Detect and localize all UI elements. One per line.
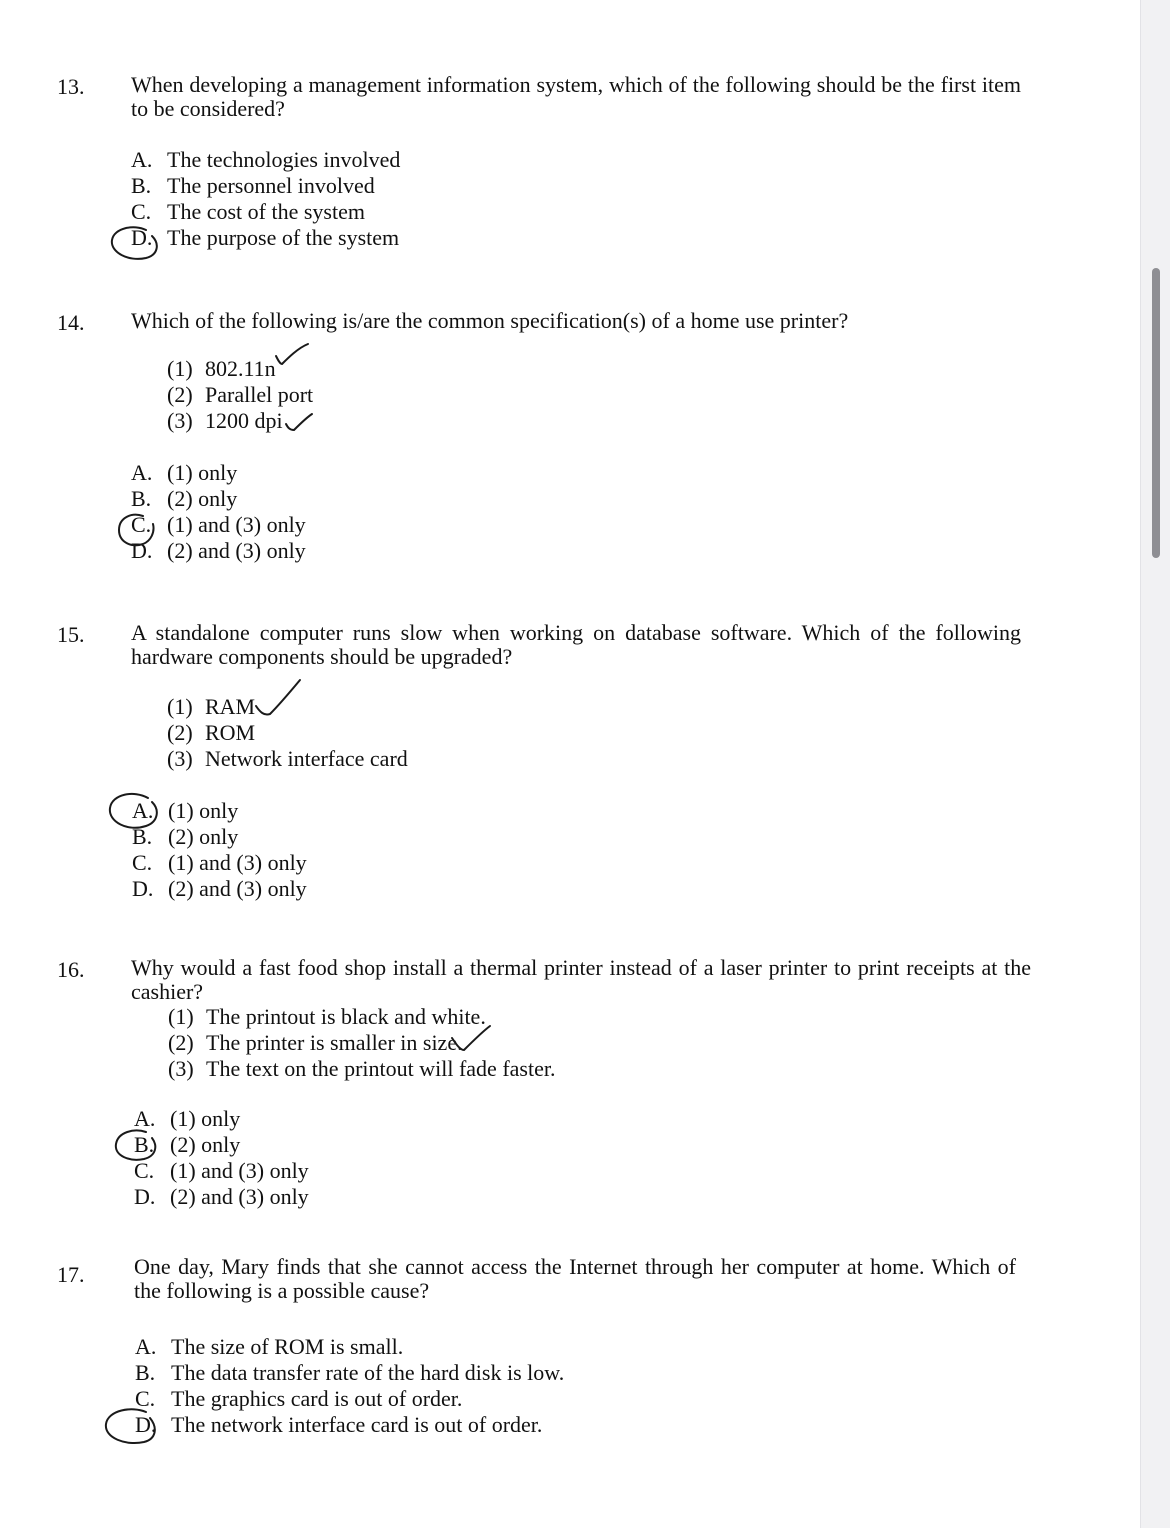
question-text: Which of the following is/are the common specification(s) of a home use printer? — [131, 308, 849, 333]
option-a[interactable] — [135, 1334, 564, 1360]
scrollbar-thumb[interactable] — [1152, 268, 1160, 558]
statement-text: Network interface card — [205, 746, 408, 771]
option-label: B. — [132, 824, 153, 849]
option-c[interactable] — [134, 1158, 309, 1184]
option-d[interactable] — [135, 1412, 564, 1438]
option-b[interactable] — [134, 1132, 309, 1158]
option-label: A. — [132, 798, 154, 823]
option-text: The data transfer rate of the hard disk is low. — [171, 1360, 565, 1385]
statement-1 — [168, 1004, 555, 1030]
statement-3 — [167, 746, 408, 772]
statement-list — [168, 1004, 555, 1082]
statement-label: (1) — [168, 1004, 194, 1029]
question-text: Why would a fast food shop install a thermal printer instead of a laser printer to print receipts at the cashier? — [131, 955, 1031, 1004]
option-d[interactable] — [132, 876, 307, 902]
option-label: D. — [131, 225, 153, 250]
option-label: D. — [131, 538, 153, 563]
statement-label: (3) — [167, 746, 193, 771]
statement-label: (3) — [167, 408, 193, 433]
option-label: D. — [132, 876, 154, 901]
option-text: (2) only — [168, 824, 239, 849]
option-label: A. — [135, 1334, 157, 1359]
option-b[interactable] — [132, 824, 307, 850]
statement-label: (3) — [168, 1056, 194, 1081]
statement-text: 1200 dpi — [205, 408, 283, 433]
option-text: (2) and (3) only — [168, 876, 307, 901]
scrollbar-track[interactable] — [1140, 0, 1170, 1528]
option-text: (1) only — [168, 798, 239, 823]
statement-list — [167, 694, 408, 772]
option-text: The network interface card is out of order. — [171, 1412, 543, 1437]
option-b[interactable] — [135, 1360, 564, 1386]
question-number: 13. — [57, 74, 85, 99]
question-text: A standalone computer runs slow when working on database software. Which of the following hardware components should be upgraded? — [131, 620, 1021, 669]
statement-label: (2) — [167, 720, 193, 745]
option-label: A. — [131, 147, 153, 172]
option-label: C. — [132, 850, 153, 875]
option-label: C. — [131, 512, 152, 537]
statement-3 — [168, 1056, 555, 1082]
option-label: C. — [131, 199, 152, 224]
options-list — [132, 798, 307, 902]
option-a[interactable] — [131, 460, 306, 486]
option-label: C. — [134, 1158, 155, 1183]
option-a[interactable] — [132, 798, 307, 824]
question-number: 14. — [57, 310, 85, 335]
option-text: (1) and (3) only — [168, 850, 307, 875]
statement-label: (2) — [167, 382, 193, 407]
option-d[interactable] — [134, 1184, 309, 1210]
statement-1 — [167, 694, 408, 720]
option-text: The cost of the system — [167, 199, 365, 224]
option-label: B. — [131, 486, 152, 511]
statement-text: 802.11n — [205, 356, 276, 381]
option-text: (2) and (3) only — [167, 538, 306, 563]
option-b[interactable] — [131, 173, 400, 199]
option-text: The personnel involved — [167, 173, 375, 198]
option-text: (2) only — [170, 1132, 241, 1157]
options-list — [131, 460, 306, 564]
option-text: (1) only — [170, 1106, 241, 1131]
option-c[interactable] — [131, 512, 306, 538]
option-text: The purpose of the system — [167, 225, 400, 250]
option-text: (1) only — [167, 460, 238, 485]
statement-2 — [167, 382, 313, 408]
statement-text: The printout is black and white. — [206, 1004, 486, 1029]
option-label: D. — [134, 1184, 156, 1209]
statement-3 — [167, 408, 313, 434]
statement-2 — [167, 720, 408, 746]
option-text: The graphics card is out of order. — [171, 1386, 463, 1411]
options-list — [134, 1106, 309, 1210]
option-text: The technologies involved — [167, 147, 401, 172]
question-number: 15. — [57, 622, 85, 647]
question-text: When developing a management information system, which of the following should be the first item to be considered? — [131, 72, 1021, 121]
statement-text: The text on the printout will fade faster. — [206, 1056, 556, 1081]
statement-text: Parallel port — [205, 382, 314, 407]
option-text: (1) and (3) only — [167, 512, 306, 537]
option-a[interactable] — [131, 147, 400, 173]
statement-2 — [168, 1030, 555, 1056]
option-text: (2) and (3) only — [170, 1184, 309, 1209]
statement-text: The printer is smaller in size. — [206, 1030, 463, 1055]
question-number: 17. — [57, 1262, 85, 1287]
statement-text: ROM — [205, 720, 256, 745]
option-label: A. — [131, 460, 153, 485]
options-list — [135, 1334, 564, 1438]
option-label: B. — [135, 1360, 156, 1385]
statement-label: (2) — [168, 1030, 194, 1055]
option-text: (2) only — [167, 486, 238, 511]
option-label: A. — [134, 1106, 156, 1131]
option-c[interactable] — [131, 199, 400, 225]
option-label: B. — [134, 1132, 155, 1157]
option-d[interactable] — [131, 225, 400, 251]
option-c[interactable] — [132, 850, 307, 876]
question-number: 16. — [57, 957, 85, 982]
option-text: (1) and (3) only — [170, 1158, 309, 1183]
option-d[interactable] — [131, 538, 306, 564]
question-text: One day, Mary finds that she cannot access the Internet through her computer at home. Which of the following is a possible cause? — [134, 1254, 1016, 1303]
option-a[interactable] — [134, 1106, 309, 1132]
option-b[interactable] — [131, 486, 306, 512]
option-label: D. — [135, 1412, 157, 1437]
statement-label: (1) — [167, 694, 193, 719]
options-list — [131, 147, 400, 251]
statement-label: (1) — [167, 356, 193, 381]
statement-1 — [167, 356, 313, 382]
option-c[interactable] — [135, 1386, 564, 1412]
option-text: The size of ROM is small. — [171, 1334, 404, 1359]
statement-list — [167, 356, 313, 434]
statement-text: RAM — [205, 694, 256, 719]
option-label: C. — [135, 1386, 156, 1411]
option-label: B. — [131, 173, 152, 198]
